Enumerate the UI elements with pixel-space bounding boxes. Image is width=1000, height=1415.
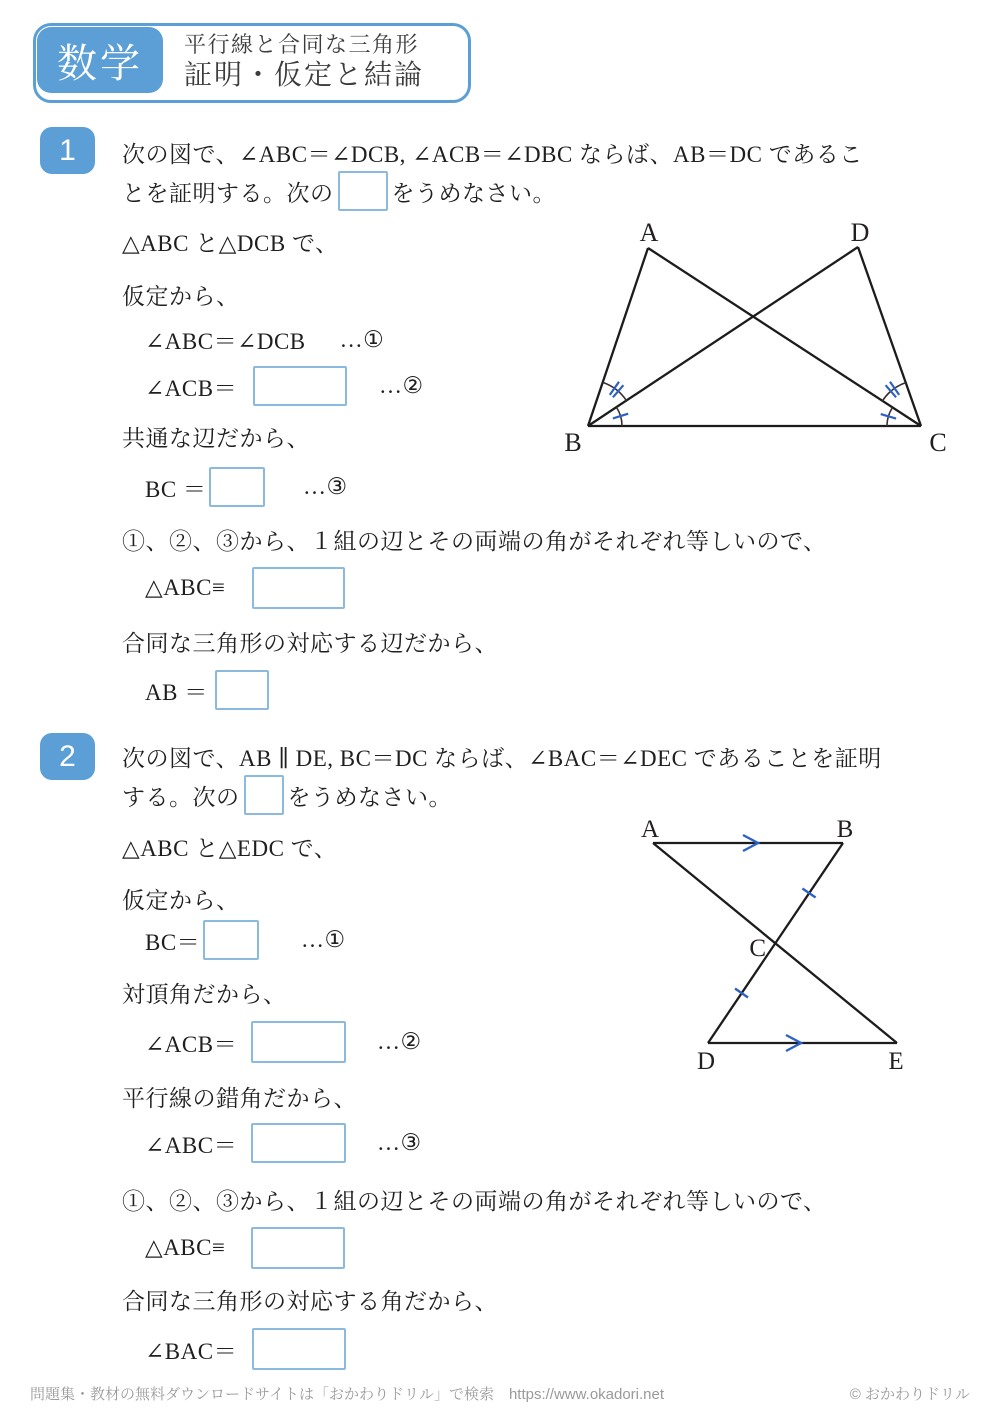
vertex-label-A: A [639, 218, 659, 247]
p1-final-label: AB ＝ [145, 679, 208, 705]
p1-eq3-row [145, 466, 348, 508]
tick-CD [735, 989, 748, 998]
segment-AE [653, 843, 897, 1043]
p1-statement-line2-after: をうめなさい。 [391, 180, 556, 206]
p2-statement-line2-after: をうめなさい。 [287, 784, 452, 810]
p2-final-label: ∠BAC＝ [145, 1338, 238, 1364]
problem2-number-badge: 2 [40, 733, 95, 780]
p1-eq3-number: …③ [303, 474, 348, 499]
figure-1-angle-arcs [603, 382, 906, 426]
p2-eq3-number: …③ [377, 1130, 422, 1155]
figure-2-bowtie-triangles [605, 812, 965, 1074]
p1-corresponding-line: 合同な三角形の対応する辺だから、 [122, 631, 498, 656]
p2-conclusion-reason-line: ①、②、③から、１組の辺とその両端の角がそれぞれ等しいので、 [122, 1189, 827, 1214]
p2-answer-box-3[interactable] [251, 1123, 346, 1163]
p2-corresponding-line: 合同な三角形の対応する角だから、 [122, 1289, 498, 1314]
vertex-label-C: C [929, 428, 947, 457]
p2-final-answer-box[interactable] [252, 1328, 346, 1370]
p1-eq2-row [145, 365, 424, 407]
p2-setup-line: △ABC と△EDC で、 [122, 836, 338, 861]
vertex-label-D: D [850, 218, 870, 247]
p1-inline-answer-box[interactable] [338, 171, 388, 211]
vertex-label-C: C [749, 935, 766, 962]
segment-DC [858, 247, 921, 426]
p2-statement-line2 [122, 774, 452, 816]
p1-eq1-row [145, 323, 384, 356]
p1-answer-box-2[interactable] [253, 366, 347, 406]
p1-eq3-label: BC ＝ [145, 476, 207, 502]
worksheet-title [184, 32, 424, 91]
segment-BA [588, 248, 648, 426]
p1-eq2-number: …② [379, 373, 424, 398]
p2-statement-line2-before: する。次の [122, 784, 240, 810]
subject-badge: 数学 [37, 27, 163, 93]
vertex-label-A: A [640, 816, 660, 843]
footer-copyright: © おかわりドリル [849, 1386, 970, 1403]
p2-eq1-label: BC＝ [145, 929, 201, 955]
p1-setup-line: △ABC と△DCB で、 [122, 231, 339, 256]
footer-site-info: 問題集・教材の無料ダウンロードサイトは「おかわりドリル」で検索 https://www.okadori.net [30, 1386, 665, 1403]
p1-common-side-line: 共通な辺だから、 [122, 426, 310, 451]
p1-conclusion-reason-line: ①、②、③から、１組の辺とその両端の角がそれぞれ等しいので、 [122, 529, 827, 554]
vertex-label-E: E [888, 1048, 904, 1074]
p2-congruence-label: △ABC≡ [145, 1235, 226, 1260]
p1-statement-line1: 次の図で、∠ABC＝∠DCB, ∠ACB＝∠DBC ならば、AB＝DC であるこ [122, 142, 863, 167]
vertex-label-D: D [696, 1048, 716, 1074]
p1-eq1-label: ∠ABC＝∠DCB [145, 329, 306, 354]
p1-congruence-answer-box[interactable] [252, 567, 345, 609]
p2-final-row [145, 1327, 346, 1371]
p2-congruence-row [145, 1226, 345, 1270]
p1-statement-line2-before: とを証明する。次の [122, 180, 334, 206]
p2-eq2-label: ∠ACB＝ [145, 1031, 238, 1057]
p2-eq2-number: …② [377, 1029, 422, 1054]
p2-statement-line1: 次の図で、AB ∥ DE, BC＝DC ならば、∠BAC＝∠DEC であることを証明 [122, 746, 882, 771]
p1-eq1-number: …① [339, 326, 385, 352]
page-footer [30, 1383, 970, 1404]
p1-congruence-row [145, 566, 345, 610]
p2-alternate-angles-line: 平行線の錯角だから、 [122, 1086, 357, 1111]
title-line2: 証明・仮定と結論 [184, 58, 425, 90]
figure-2-lines [653, 843, 897, 1043]
p1-answer-box-3[interactable] [209, 467, 265, 507]
p2-vertical-angles-line: 対頂角だから、 [122, 982, 287, 1007]
p1-hypothesis-line: 仮定から、 [122, 284, 240, 309]
p2-eq2-row [145, 1020, 422, 1064]
figure-1-crossed-triangles [540, 205, 970, 460]
p1-statement-line2 [122, 170, 556, 212]
p2-eq3-label: ∠ABC＝ [145, 1132, 238, 1158]
vertex-label-B: B [836, 816, 854, 843]
p2-answer-box-1[interactable] [203, 920, 259, 960]
p2-eq3-row [145, 1122, 422, 1164]
p2-answer-box-2[interactable] [251, 1021, 346, 1063]
figure-1-lines [588, 247, 921, 426]
segment-BD [588, 247, 858, 426]
p2-congruence-answer-box[interactable] [251, 1227, 345, 1269]
p1-final-answer-box[interactable] [215, 670, 269, 710]
p2-eq1-row [145, 918, 346, 962]
p2-eq1-number: …① [301, 927, 346, 952]
p2-hypothesis-line: 仮定から、 [122, 888, 240, 913]
vertex-label-B: B [564, 428, 582, 457]
title-line1: 平行線と合同な三角形 [184, 32, 420, 57]
p2-inline-answer-box[interactable] [244, 775, 284, 815]
figure-1-angle-ticks [610, 382, 899, 419]
tick-BC [802, 889, 815, 898]
p1-congruence-label: △ABC≡ [145, 575, 226, 600]
p1-final-row [145, 668, 269, 712]
problem1-number-badge: 1 [40, 127, 95, 174]
figure-2-labels [641, 816, 904, 1074]
segment-AC [648, 248, 921, 426]
p1-eq2-label: ∠ACB＝ [145, 375, 238, 401]
